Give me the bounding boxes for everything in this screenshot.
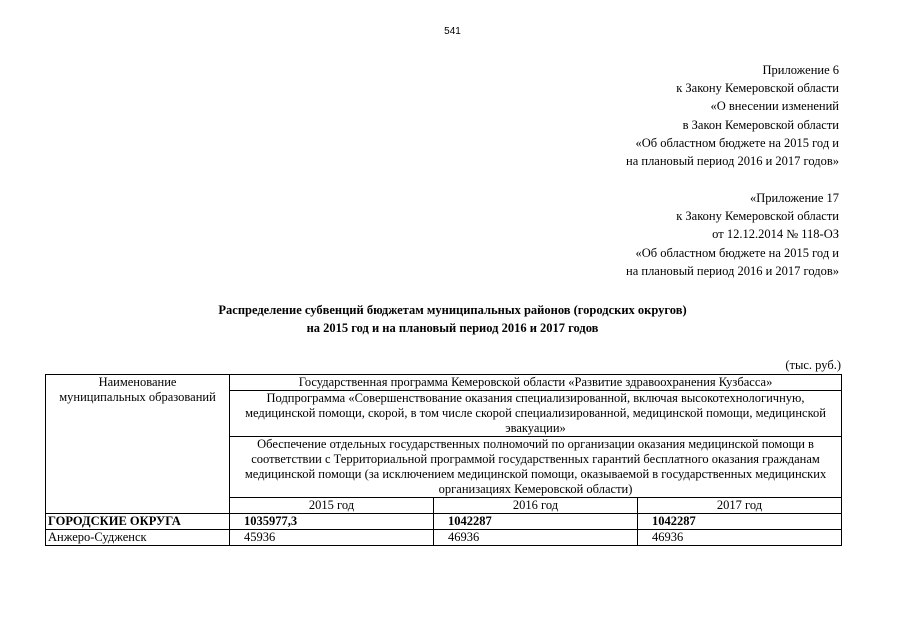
row-name: ГОРОДСКИЕ ОКРУГА: [46, 514, 230, 530]
appendix-line: «Об областном бюджете на 2015 год и: [635, 245, 839, 260]
row-value-2015: 1035977,3: [230, 514, 434, 530]
table-row: [46, 530, 842, 546]
program-header: Государственная программа Кемеровской области «Развитие здравоохранения Кузбасса»: [230, 375, 842, 391]
title-line-2: на 2015 год и на плановый период 2016 и 2017 годов: [306, 321, 599, 335]
title-line-1: Распределение субвенций бюджетам муниципальных районов (городских округов): [218, 303, 687, 317]
appendix-6-header: [626, 61, 839, 170]
row-value-2017: 46936: [638, 530, 842, 546]
appendix-line: «Приложение 17: [750, 191, 839, 205]
activity-header: Обеспечение отдельных государственных полномочий по организации оказания медицинской помощи в соответствии с Территориальной программой государственных гарантий бесплатного оказания гражданам медицинской помощи (за исключением медицинской помощи, оказываемой в государственных медицинских организациях Кемеровской области): [230, 437, 842, 498]
subventions-table: [45, 374, 842, 546]
name-header-line-2: муниципальных образований: [59, 390, 216, 404]
appendix-17-header: [626, 189, 839, 280]
year-header-2017: 2017 год: [638, 498, 842, 514]
page-number: 541: [444, 26, 461, 37]
row-value-2015: 45936: [230, 530, 434, 546]
table-row: [46, 514, 842, 530]
subprogram-header: Подпрограмма «Совершенствование оказания специализированной, включая высокотехнологичную, медицинской помощи, скорой, в том числе скорой специализированной, медицинской помощи, медицинской эвакуации»: [230, 391, 842, 437]
appendix-line: Приложение 6: [762, 63, 839, 77]
row-name: Анжеро-Судженск: [46, 530, 230, 546]
appendix-line: в Закон Кемеровской области: [682, 117, 839, 132]
row-value-2016: 46936: [434, 530, 638, 546]
row-value-2017: 1042287: [638, 514, 842, 530]
appendix-line: «О внесении изменений: [710, 99, 839, 114]
name-header-line-1: Наименование: [98, 375, 177, 389]
document-title: [0, 301, 905, 337]
appendix-line: «Об областном бюджете на 2015 год и: [635, 135, 839, 150]
appendix-line: на плановый период 2016 и 2017 годов»: [626, 154, 839, 169]
name-column-header: [46, 375, 230, 514]
units-label: (тыс. руб.): [785, 358, 841, 372]
year-header-2016: 2016 год: [434, 498, 638, 514]
appendix-line: на плановый период 2016 и 2017 годов»: [626, 263, 839, 278]
appendix-line: от 12.12.2014 № 118-ОЗ: [712, 227, 839, 242]
appendix-line: к Закону Кемеровской области: [676, 209, 839, 224]
row-value-2016: 1042287: [434, 514, 638, 530]
appendix-line: к Закону Кемеровской области: [676, 81, 839, 96]
year-header-2015: 2015 год: [230, 498, 434, 514]
